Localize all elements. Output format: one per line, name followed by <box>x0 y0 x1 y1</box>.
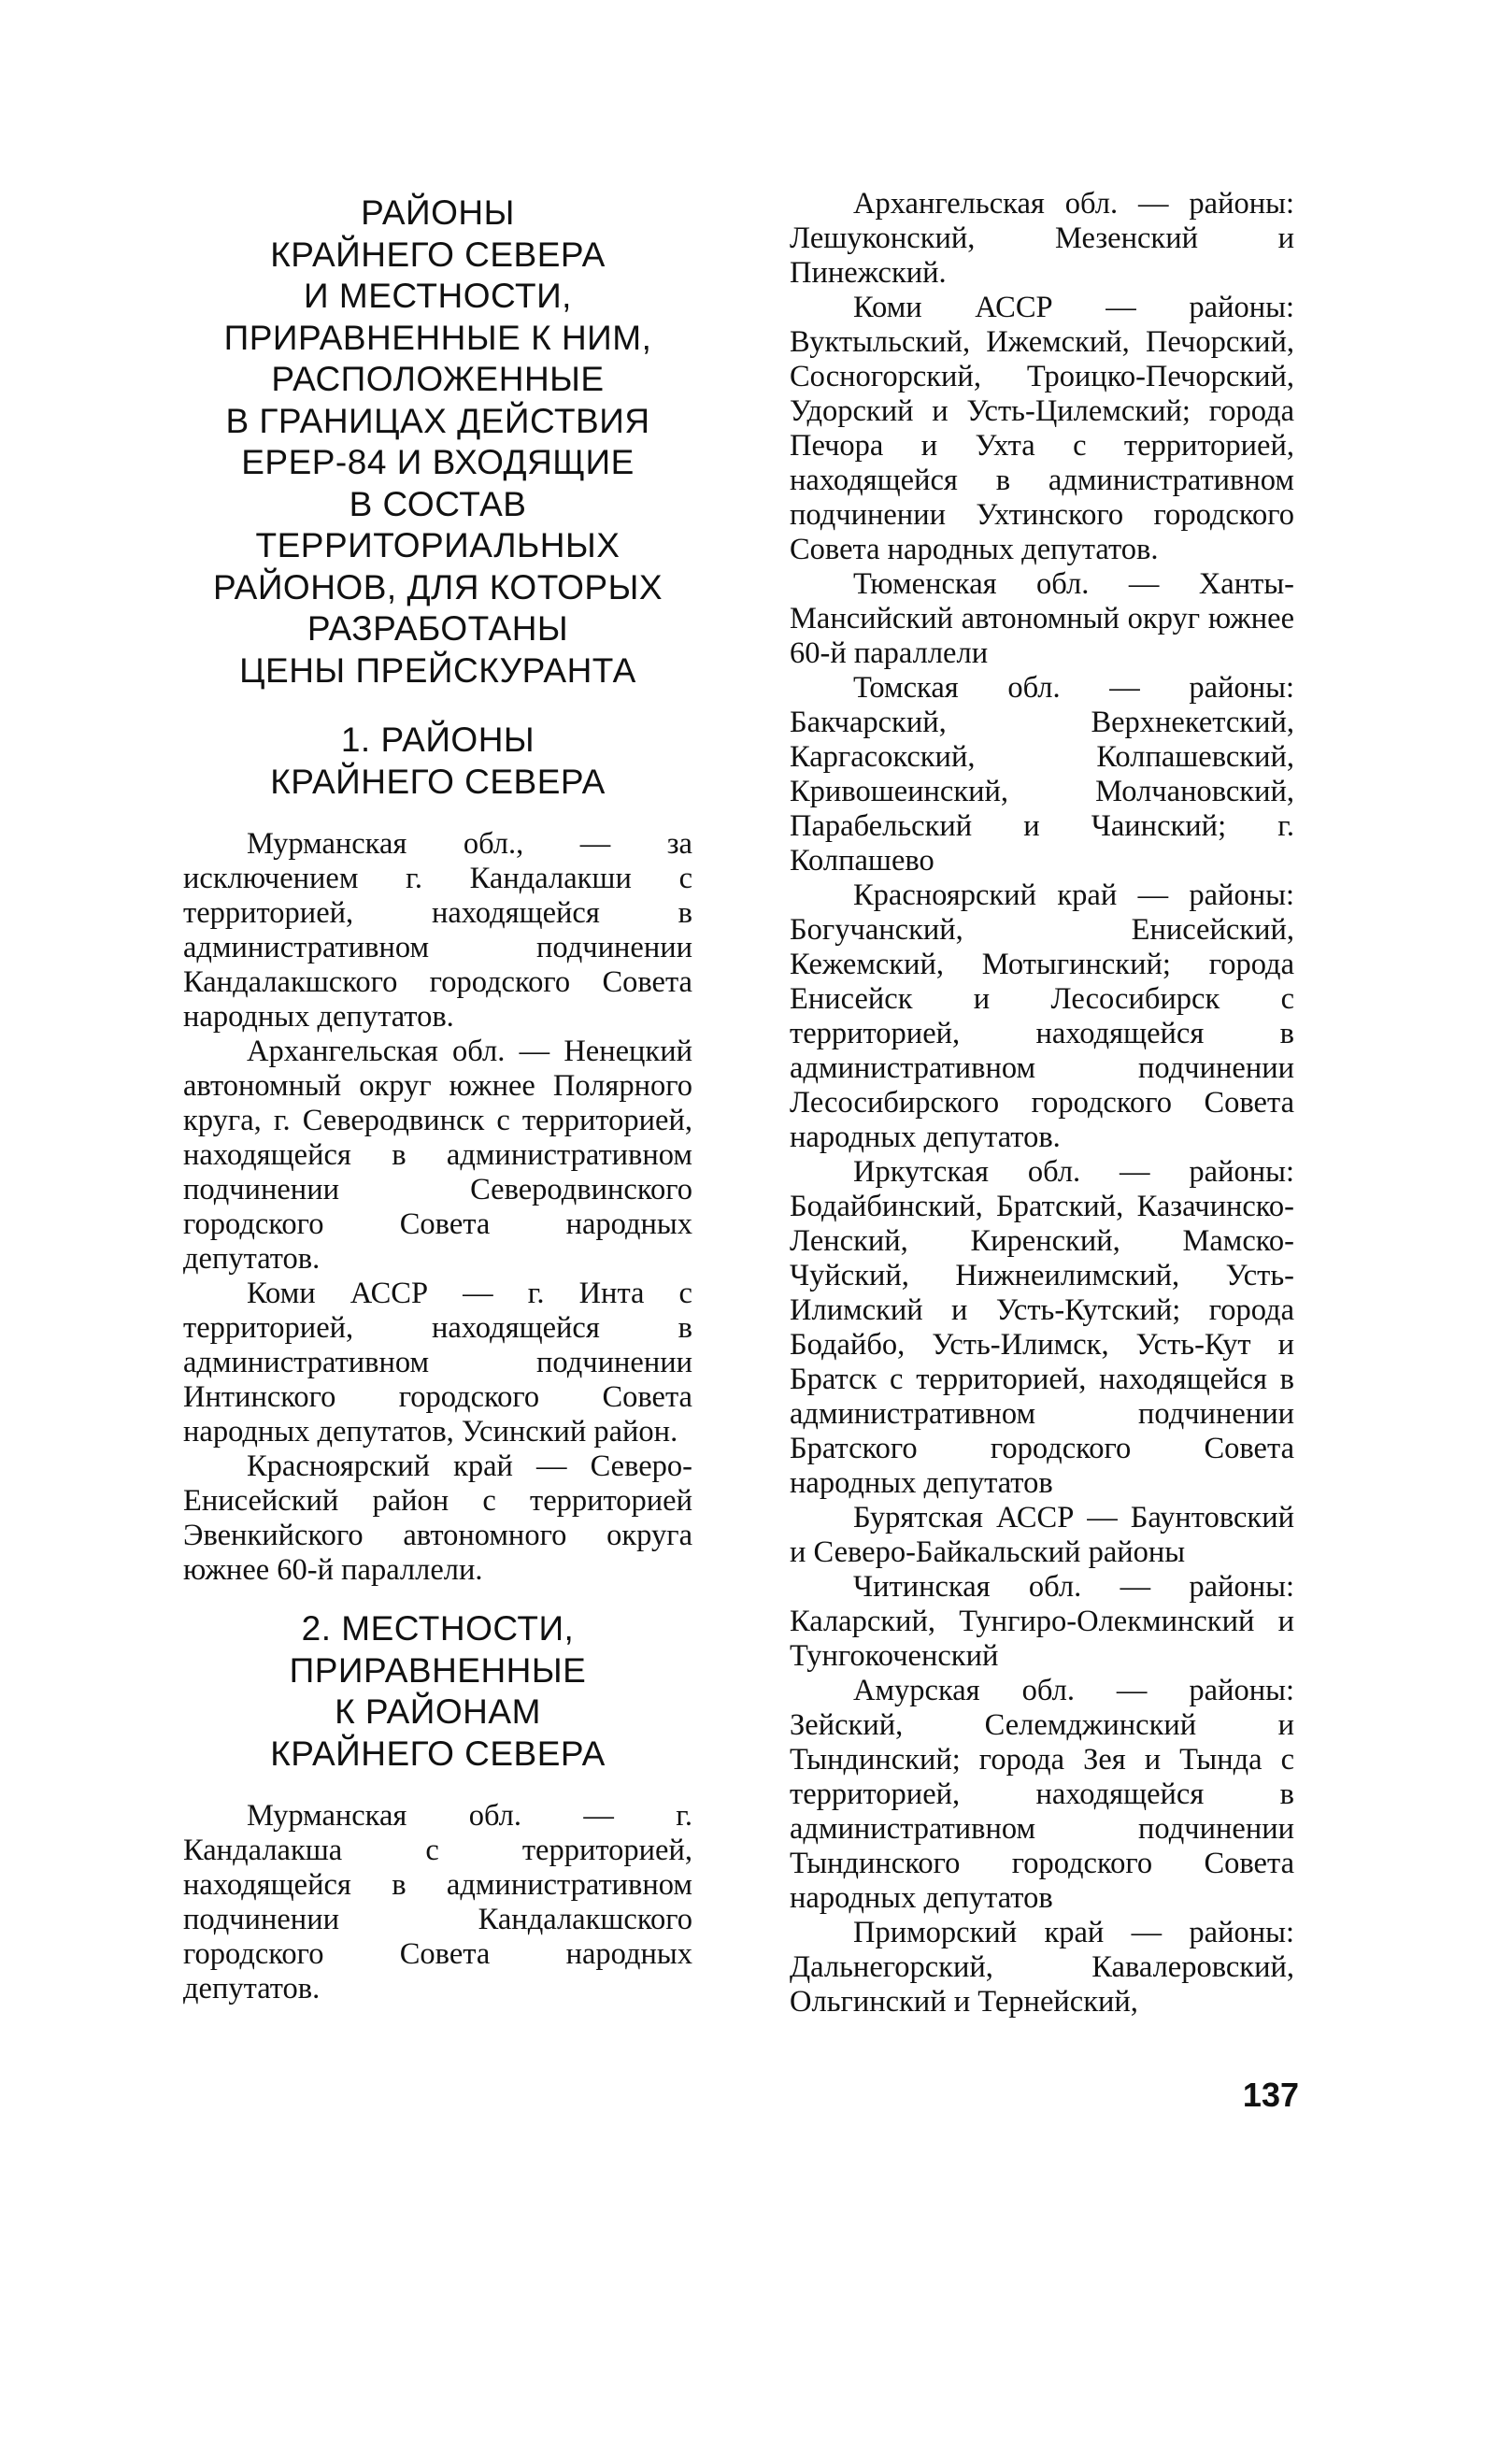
section-2-heading <box>183 1608 692 1775</box>
main-heading-line: РАЗРАБОТАНЫ <box>307 609 569 648</box>
entry-paragraph: Архангельская обл. — районы: Лешуконский, Мезенский и Пинежский. <box>790 187 1294 290</box>
entry-paragraph: Мурманская обл., — за исключением г. Кандалакши с территорией, находящейся в административном подчинении Кандалакшского городского Совета народных депутатов. <box>183 827 692 1034</box>
entry-paragraph: Бурятская АССР — Баунтовский и Северо-Байкальский районы <box>790 1501 1294 1569</box>
main-heading-line: РАЙОНЫ <box>361 193 515 232</box>
entry-paragraph: Приморский край — районы: Дальнегорский, Кавалеровский, Ольгинский и Тернейский, <box>790 1916 1294 2019</box>
entry-paragraph: Амурская обл. — районы: Зейский, Селемджинский и Тындинский; города Зея и Тында с территорией, находящейся в административном подчинении Тындинского городского Совета народных депутатов <box>790 1674 1294 1915</box>
entry-paragraph: Коми АССР — г. Инта с территорией, находящейся в административном подчинении Интинского городского Совета народных депутатов, Усинский район. <box>183 1277 692 1449</box>
main-heading-line: В ГРАНИЦАХ ДЕЙСТВИЯ <box>225 401 650 440</box>
entry-paragraph: Коми АССР — районы: Вуктыльский, Ижемский, Печорский, Сосногорский, Троицко-Печорский, Удорский и Усть-Цилемский; города Печора и Ухта с территорией, находящейся в административном подчинении Ухтинского городского Совета народных депутатов. <box>790 291 1294 566</box>
section-2-heading-line: К РАЙОНАМ <box>335 1692 541 1731</box>
main-heading-line: ЕРЕР-84 И ВХОДЯЩИЕ <box>241 443 635 481</box>
main-heading-line: КРАЙНЕГО СЕВЕРА <box>270 235 606 274</box>
entry-paragraph: Архангельская обл. — Ненецкий автономный округ южнее Полярного круга, г. Северодвинск с территорией, находящейся в административном подчинении Северодвинского городского Совета народных депутатов. <box>183 1035 692 1276</box>
entry-paragraph: Тюменская обл. — Ханты-Мансийский автономный округ южнее 60-й параллели <box>790 567 1294 670</box>
main-heading-line: ПРИРАВНЕННЫЕ К НИМ, <box>223 318 652 357</box>
entry-paragraph: Томская обл. — районы: Бакчарский, Верхнекетский, Каргасокский, Колпашевский, Кривошеинский, Молчановский, Парабельский и Чаинский; г. Колпашево <box>790 671 1294 878</box>
entry-paragraph: Мурманская обл. — г. Кандалакша с территорией, находящейся в административном подчинении Кандалакшского городского Совета народных депутатов. <box>183 1799 692 2005</box>
section-2-heading-line: 2. МЕСТНОСТИ, <box>301 1609 575 1648</box>
page-number: 137 <box>1242 2076 1299 2114</box>
main-heading-line: ТЕРРИТОРИАЛЬНЫХ <box>255 526 620 564</box>
entry-paragraph: Красноярский край — районы: Богучанский, Енисейский, Кежемский, Мотыгинский; города Енисейск и Лесосибирск с территорией, находящейся в административном подчинении Лесосибирского городского Совета народных депутатов. <box>790 878 1294 1154</box>
section-2-heading-line: КРАЙНЕГО СЕВЕРА <box>270 1734 606 1773</box>
left-column <box>183 187 692 2006</box>
right-column <box>790 187 1294 2020</box>
section-1-heading-line: КРАЙНЕГО СЕВЕРА <box>270 762 606 801</box>
main-heading-line: РАСПОЛОЖЕННЫЕ <box>271 360 605 398</box>
section-1-heading <box>183 720 692 803</box>
main-heading-line: РАЙОНОВ, ДЛЯ КОТОРЫХ <box>212 567 663 607</box>
main-heading-line: И МЕСТНОСТИ, <box>304 277 572 315</box>
entry-paragraph: Красноярский край — Северо-Енисейский район с территорией Эвенкийского автономного округа южнее 60-й параллели. <box>183 1449 692 1587</box>
main-heading-line: В СОСТАВ <box>349 484 527 523</box>
entry-paragraph: Иркутская обл. — районы: Бодайбинский, Братский, Казачинско-Ленский, Киренский, Мамско-Чуйский, Нижнеилимский, Усть-Илимский и Усть-Кутский; города Бодайбо, Усть-Илимск, Усть-Кут и Братск с территорией, находящейся в административном подчинении Братского городского Совета народных депутатов <box>790 1155 1294 1500</box>
section-2-heading-line: ПРИРАВНЕННЫЕ <box>289 1650 587 1690</box>
section-1-heading-line: 1. РАЙОНЫ <box>340 721 535 759</box>
entry-paragraph: Читинская обл. — районы: Каларский, Тунгиро-Олекминский и Тунгокоченский <box>790 1570 1294 1673</box>
main-heading <box>183 193 692 692</box>
main-heading-line: ЦЕНЫ ПРЕЙСКУРАНТА <box>239 650 636 690</box>
